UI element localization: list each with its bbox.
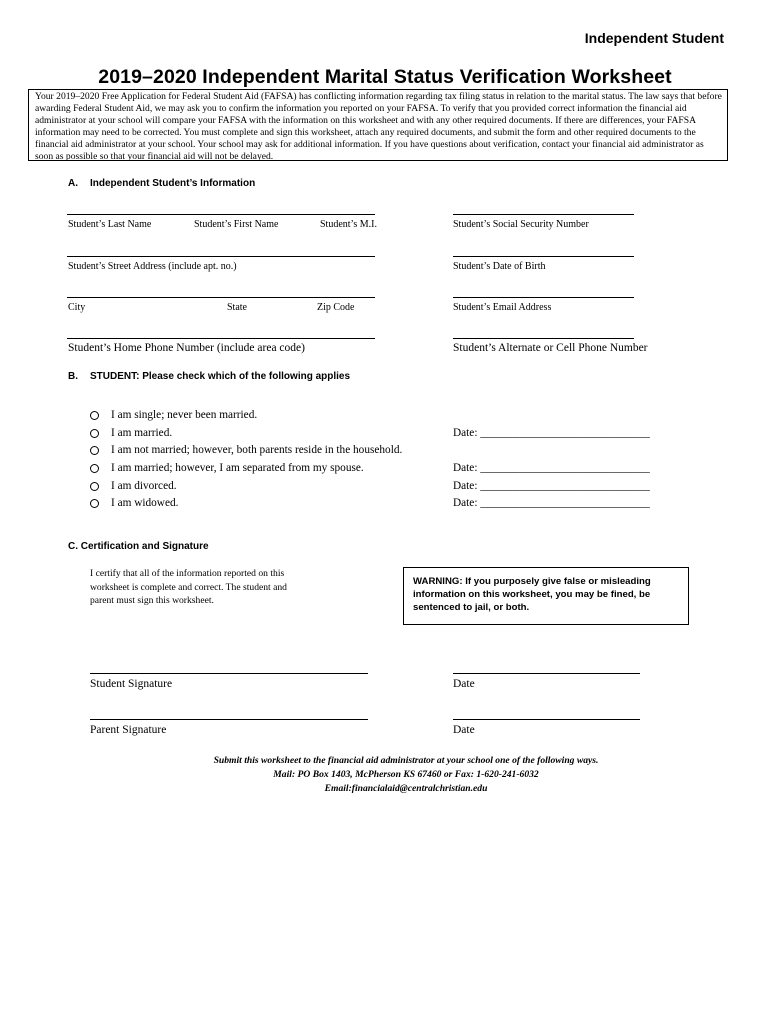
- student-date-label: Date: [453, 678, 475, 690]
- parent-signature-line[interactable]: [90, 719, 368, 720]
- home-phone-label: Student’s Home Phone Number (include area code): [68, 342, 305, 354]
- parent-signature-label: Parent Signature: [90, 724, 167, 736]
- ssn-label: Student’s Social Security Number: [453, 219, 589, 230]
- divorced-date-field[interactable]: Date: ______________________________: [453, 480, 650, 492]
- parent-date-line[interactable]: [453, 719, 640, 720]
- radio-circle-icon[interactable]: [90, 499, 99, 508]
- option-widowed[interactable]: [90, 497, 178, 509]
- address-label: Student’s Street Address (include apt. no.): [68, 261, 237, 272]
- email-label: Student’s Email Address: [453, 302, 552, 313]
- certification-text: I certify that all of the information reported on this worksheet is complete and correct. The student and parent must sign this worksheet.: [90, 568, 287, 606]
- radio-circle-icon[interactable]: [90, 446, 99, 455]
- radio-circle-icon[interactable]: [90, 411, 99, 420]
- widowed-date-field[interactable]: Date: ______________________________: [453, 497, 650, 509]
- dob-label: Student’s Date of Birth: [453, 261, 546, 272]
- last-name-label: Student’s Last Name: [68, 219, 152, 230]
- dob-line[interactable]: [453, 256, 634, 257]
- section-b-letter: B.: [68, 371, 78, 382]
- student-signature-label: Student Signature: [90, 678, 173, 690]
- option-married[interactable]: [90, 427, 172, 439]
- student-signature-line[interactable]: [90, 673, 368, 674]
- footer-line-1: Submit this worksheet to the financial aid administrator at your school one of the following ways.: [213, 755, 599, 766]
- option-label: I am married; however, I am separated from my spouse.: [111, 462, 364, 474]
- separated-date-field[interactable]: Date: ______________________________: [453, 462, 650, 474]
- page-title: 2019–2020 Independent Marital Status Verification Worksheet: [98, 66, 672, 88]
- ssn-line[interactable]: [453, 214, 634, 215]
- radio-circle-icon[interactable]: [90, 482, 99, 491]
- radio-circle-icon[interactable]: [90, 464, 99, 473]
- option-label: I am not married; however, both parents reside in the household.: [111, 444, 403, 456]
- city-state-zip-line[interactable]: [67, 297, 375, 298]
- warning-box: WARNING: If you purposely give false or misleading information on this worksheet, you may be fined, be sentenced to jail, or both.: [403, 567, 689, 625]
- city-label: City: [68, 302, 86, 313]
- option-label: I am widowed.: [111, 497, 179, 509]
- option-single[interactable]: [90, 409, 257, 421]
- option-separated[interactable]: [90, 462, 364, 474]
- section-a-letter: A.: [68, 178, 78, 189]
- cell-phone-line[interactable]: [453, 338, 634, 339]
- zip-label: Zip Code: [317, 302, 355, 313]
- address-line[interactable]: [67, 256, 375, 257]
- married-date-field[interactable]: Date: ______________________________: [453, 427, 650, 439]
- section-c-title: C. Certification and Signature: [68, 541, 209, 552]
- first-name-label: Student’s First Name: [194, 219, 279, 230]
- radio-circle-icon[interactable]: [90, 429, 99, 438]
- header-label: Independent Student: [584, 30, 724, 46]
- home-phone-line[interactable]: [67, 338, 375, 339]
- email-line[interactable]: [453, 297, 634, 298]
- intro-paragraph: Your 2019–2020 Free Application for Federal Student Aid (FAFSA) has conflicting information regarding tax filing status in relation to the marital status. The law says that before awarding Federal Student Aid, we may ask you to confirm the information you reported on your FAFSA. To verify that you provided correct information the financial aid administrator at your school will compare your FAFSA with the information on this worksheet and with any other required documents. If there are differences, your FAFSA information may need to be corrected. You must complete and sign this worksheet, attach any required documents, and submit the form and other required documents to the financial aid administrator at your school. Your school may ask for additional information. If you have questions about verification, contact your financial aid administrator as soon as possible so that your financial aid will not be delayed.: [28, 89, 728, 161]
- state-label: State: [227, 302, 247, 313]
- mi-label: Student’s M.I.: [320, 219, 377, 230]
- option-label: I am divorced.: [111, 480, 177, 492]
- name-line[interactable]: [67, 214, 375, 215]
- section-a-title: Independent Student’s Information: [90, 178, 256, 189]
- option-label: I am married.: [111, 427, 173, 439]
- footer-email: Email:financialaid@centralchristian.edu: [324, 783, 488, 794]
- student-date-line[interactable]: [453, 673, 640, 674]
- option-not-married-parents[interactable]: [90, 444, 402, 456]
- cell-phone-label: Student’s Alternate or Cell Phone Number: [453, 342, 648, 354]
- option-label: I am single; never been married.: [111, 409, 258, 421]
- section-b-title: STUDENT: Please check which of the following applies: [90, 371, 351, 382]
- footer-line-2: Mail: PO Box 1403, McPherson KS 67460 or Fax: 1-620-241-6032: [273, 769, 539, 780]
- option-divorced[interactable]: [90, 480, 177, 492]
- parent-date-label: Date: [453, 724, 475, 736]
